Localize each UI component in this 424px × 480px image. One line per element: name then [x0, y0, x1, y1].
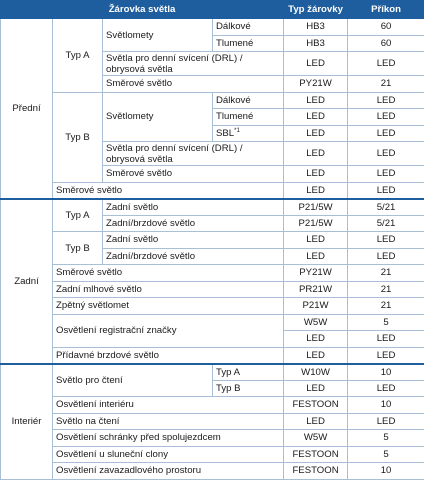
- cell-power: 21: [348, 298, 424, 315]
- cell-type: P21/5W: [284, 215, 348, 232]
- cell-power: LED: [348, 142, 424, 166]
- cell-power: 21: [348, 76, 424, 93]
- table-row: [1, 413, 424, 430]
- cell-type: LED: [284, 380, 348, 397]
- table-row: [1, 430, 424, 447]
- rear-b-brake: Zadní/brzdové světlo: [103, 248, 284, 265]
- cell-power: 10: [348, 463, 424, 480]
- front-b-headlights: Světlomety: [103, 92, 213, 142]
- cell-power: 60: [348, 19, 424, 36]
- table-row: [1, 92, 424, 109]
- interior-room: Osvětlení interiéru: [53, 397, 284, 414]
- table-row: [1, 265, 424, 282]
- front-type-b: Typ B: [53, 92, 103, 182]
- front-side-turn: Směrové světlo: [53, 182, 284, 199]
- cell-type: FESTOON: [284, 446, 348, 463]
- cell-power: LED: [348, 182, 424, 199]
- rear-reverse: Zpětný světlomet: [53, 298, 284, 315]
- interior-map: Světlo na čtení: [53, 413, 284, 430]
- table-header-row: [1, 1, 424, 19]
- cell-type: LED: [284, 166, 348, 183]
- cell-power: 10: [348, 364, 424, 381]
- cell-power: 5/21: [348, 199, 424, 216]
- table-row: [1, 298, 424, 315]
- cell-power: LED: [348, 232, 424, 249]
- cell-power: LED: [348, 92, 424, 109]
- cell-type: PY21W: [284, 76, 348, 93]
- cell-type: W5W: [284, 430, 348, 447]
- cell-type: FESTOON: [284, 463, 348, 480]
- cell-power: 5: [348, 314, 424, 331]
- front-a-drl: Světla pro denní svícení (DRL) / obrysová světla: [103, 52, 284, 76]
- cell-type: HB3: [284, 19, 348, 36]
- front-a-low: Tlumené: [213, 35, 284, 52]
- interior-vanity: Osvětlení u sluneční clony: [53, 446, 284, 463]
- table-row: [1, 397, 424, 414]
- rear-fog: Zadní mlhové světlo: [53, 281, 284, 298]
- cell-type: LED: [284, 248, 348, 265]
- cell-type: PY21W: [284, 265, 348, 282]
- cell-power: LED: [348, 331, 424, 348]
- header-type: Typ žárovky: [284, 1, 348, 19]
- cell-type: LED: [284, 52, 348, 76]
- cell-power: 10: [348, 397, 424, 414]
- rear-type-a: Typ A: [53, 199, 103, 232]
- header-power: Příkon: [348, 1, 424, 19]
- table-row: [1, 446, 424, 463]
- cell-type: LED: [284, 413, 348, 430]
- cell-power: 21: [348, 281, 424, 298]
- front-b-drl: Světla pro denní svícení (DRL) / obrysová světla: [103, 142, 284, 166]
- cell-power: LED: [348, 52, 424, 76]
- cell-power: LED: [348, 166, 424, 183]
- cell-type: P21W: [284, 298, 348, 315]
- cell-power: 60: [348, 35, 424, 52]
- cell-power: LED: [348, 109, 424, 126]
- cell-type: PR21W: [284, 281, 348, 298]
- front-a-headlights: Světlomety: [103, 19, 213, 52]
- cell-power: LED: [348, 347, 424, 364]
- cell-power: 5: [348, 430, 424, 447]
- section-interior: Interiér: [1, 364, 53, 480]
- cell-type: P21/5W: [284, 199, 348, 216]
- table-row: [1, 281, 424, 298]
- interior-glovebox: Osvětlení schránky před spolujezdcem: [53, 430, 284, 447]
- cell-type: LED: [284, 331, 348, 348]
- front-b-low: Tlumené: [213, 109, 284, 126]
- cell-type: FESTOON: [284, 397, 348, 414]
- front-b-sbl: [213, 125, 284, 142]
- table-row: [1, 232, 424, 249]
- table-row: [1, 463, 424, 480]
- cell-type: W10W: [284, 364, 348, 381]
- interior-reading-b: Typ B: [213, 380, 284, 397]
- table-row: [1, 314, 424, 331]
- sbl-label: SBL: [216, 128, 234, 139]
- cell-type: LED: [284, 142, 348, 166]
- cell-type: LED: [284, 347, 348, 364]
- cell-type: HB3: [284, 35, 348, 52]
- interior-cargo: Osvětlení zavazadlového prostoru: [53, 463, 284, 480]
- rear-hmsl: Přídavné brzdové světlo: [53, 347, 284, 364]
- front-b-high: Dálkové: [213, 92, 284, 109]
- cell-type: W5W: [284, 314, 348, 331]
- cell-power: 5: [348, 446, 424, 463]
- cell-type: LED: [284, 109, 348, 126]
- front-a-high: Dálkové: [213, 19, 284, 36]
- cell-power: LED: [348, 248, 424, 265]
- table-row: [1, 364, 424, 381]
- rear-turn: Směrové světlo: [53, 265, 284, 282]
- rear-plate: Osvětlení registrační značky: [53, 314, 284, 347]
- section-front: Přední: [1, 19, 53, 199]
- rear-a-tail: Zadní světlo: [103, 199, 284, 216]
- table-row: [1, 19, 424, 36]
- header-lamp: Žárovka světla: [1, 1, 284, 19]
- cell-power: 5/21: [348, 215, 424, 232]
- cell-type: LED: [284, 182, 348, 199]
- rear-type-b: Typ B: [53, 232, 103, 265]
- front-type-a: Typ A: [53, 19, 103, 93]
- interior-reading-a: Typ A: [213, 364, 284, 381]
- rear-b-tail: Zadní světlo: [103, 232, 284, 249]
- table-row: [1, 347, 424, 364]
- table-row: [1, 199, 424, 216]
- cell-type: LED: [284, 232, 348, 249]
- front-b-turn: Směrové světlo: [103, 166, 284, 183]
- cell-power: LED: [348, 125, 424, 142]
- front-a-turn: Směrové světlo: [103, 76, 284, 93]
- sbl-footnote: *1: [234, 128, 240, 134]
- cell-power: LED: [348, 380, 424, 397]
- section-rear: Zadní: [1, 199, 53, 364]
- cell-power: 21: [348, 265, 424, 282]
- interior-reading: Světlo pro čtení: [53, 364, 213, 397]
- cell-type: LED: [284, 125, 348, 142]
- cell-power: LED: [348, 413, 424, 430]
- cell-type: LED: [284, 92, 348, 109]
- rear-a-brake: Zadní/brzdové světlo: [103, 215, 284, 232]
- table-row: [1, 182, 424, 199]
